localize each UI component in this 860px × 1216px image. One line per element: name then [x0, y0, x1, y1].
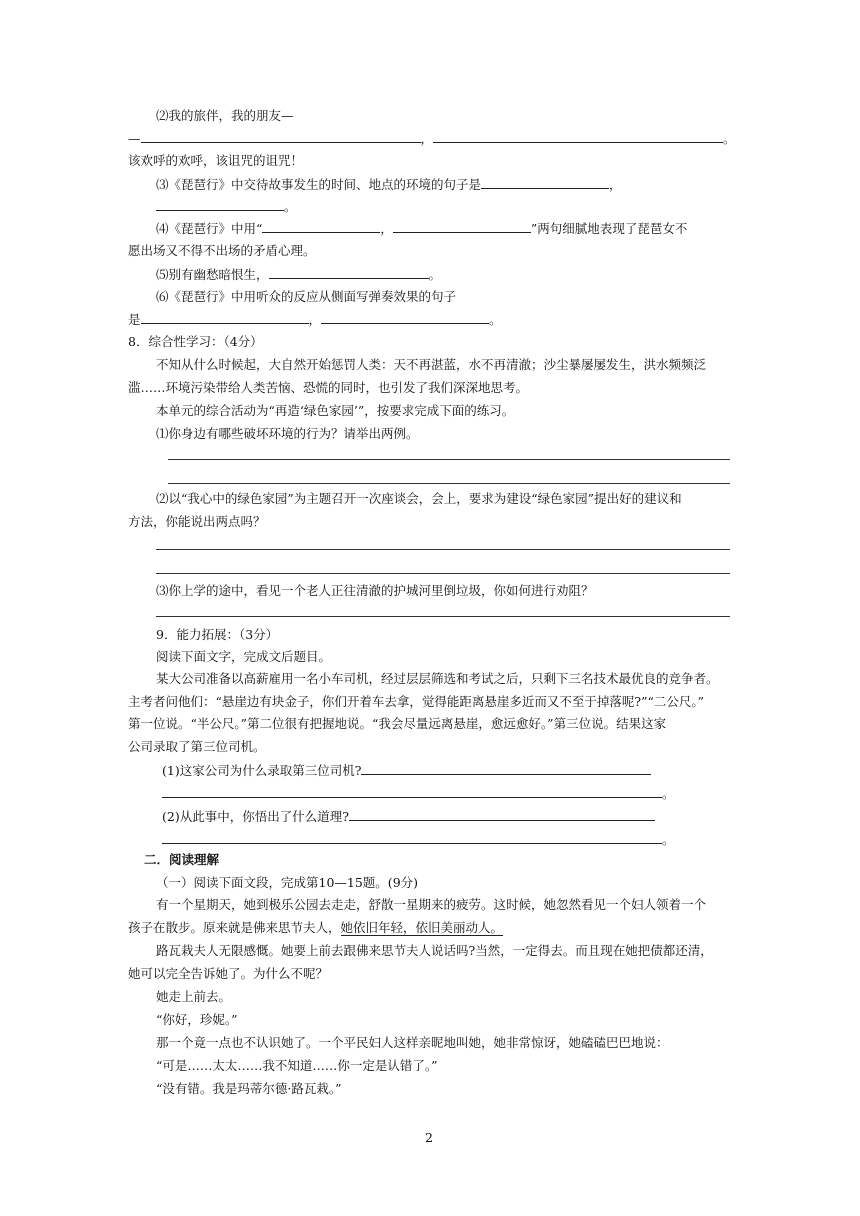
q8-para2: 本单元的综合活动为“再造‘绿色家园’”，按要求完成下面的练习。	[156, 403, 515, 418]
q7-item2-tail: 该欢呼的欢呼，该诅咒的诅咒！	[128, 153, 304, 168]
section2-heading: 二．阅读理解	[144, 852, 220, 867]
answer-blank[interactable]	[156, 198, 284, 211]
q8-heading: 8．综合性学习：（4分）	[128, 334, 263, 349]
q9-p-line2: 主考者问他们：“悬崖边有块金子，你们开着车去拿，觉得能距离悬崖多近而又不至于掉落呢?”“二公尺。”	[128, 694, 705, 709]
q9-heading: 9．能力拓展：（3分）	[156, 627, 279, 642]
answer-blank[interactable]	[141, 311, 309, 324]
s2-p5: 那一个竟一点也不认识她了。一个平民妇人这样亲昵地叫她，她非常惊讶，她磕磕巴巴地说：	[156, 1035, 669, 1050]
q7-item5: ⑸别有幽愁暗恨生， 。	[156, 267, 442, 282]
q9-sub2-line2: 。	[162, 831, 675, 848]
s2-p7: “没有错。我是玛蒂尔德·路瓦栽。”	[156, 1081, 342, 1096]
q8-sub3: ⑶你上学的途中，看见一个老人正往清澈的护城河里倒垃圾，你如何进行劝阻？	[156, 583, 594, 598]
q9-sub2: (2)从此事中，你悟出了什么道理?	[162, 808, 655, 825]
answer-line[interactable]	[156, 549, 730, 550]
answer-blank[interactable]	[162, 785, 662, 798]
answer-line[interactable]	[156, 616, 730, 617]
answer-blank[interactable]	[141, 130, 421, 143]
s2-p4: “你好，珍妮。”	[156, 1012, 238, 1027]
q7-item3: ⑶《琵琶行》中交待故事发生的时间、地点的环境的句子是 ，	[156, 177, 622, 192]
q7-item2-line: — ， 。	[128, 131, 736, 146]
q7-item3-line2: 。	[156, 198, 297, 215]
answer-blank[interactable]	[349, 808, 655, 821]
q9-sub1: (1)这家公司为什么录取第三位司机?	[162, 762, 651, 779]
s2-p6: “可是……太太……我不知道……你一定是认错了。”	[156, 1058, 438, 1073]
section2-part1: （一）阅读下面文段，完成第10—15题。(9分)	[156, 875, 419, 890]
q9-instr: 阅读下面文字，完成文后题目。	[156, 649, 332, 664]
q7-item4: ⑷《琵琶行》中用“ ， ”两句细腻地表现了琵琶女不	[156, 221, 688, 236]
q7-item6-line2: 是 ， 。	[128, 312, 502, 327]
q8-sub2-line2: 方法，你能说出两点吗？	[128, 514, 266, 529]
answer-blank[interactable]	[361, 762, 651, 775]
s2-p1-line1: 有一个星期天，她到极乐公园去走走，舒散一星期来的疲劳。这时候，她忽然看见一个妇人领着一个	[156, 897, 707, 912]
q8-para1-line1: 不知从什么时候起，大自然开始惩罚人类：天不再湛蓝，水不再清澈；沙尘暴屡屡发生，洪水频频泛	[156, 357, 707, 372]
answer-blank[interactable]	[433, 130, 723, 143]
s2-p1-line2: 孩子在散步。原来就是佛来思节夫人，她依旧年轻，依旧美丽动人。	[128, 920, 504, 935]
q9-sub1-line2: 。	[162, 785, 675, 802]
q8-sub2-line1: ⑵以“我心中的绿色家园”为主题召开一次座谈会，会上，要求为建设“绿色家园”提出好的建议和	[156, 491, 682, 506]
q7-item4-line2: 愿出场又不得不出场的矛盾心理。	[128, 243, 316, 258]
s2-p2-line1: 路瓦栽夫人无限感慨。她要上前去跟佛来思节夫人说话吗?当然，一定得去。而且现在她把债都还清，	[156, 943, 713, 958]
answer-blank[interactable]	[393, 220, 531, 233]
answer-line[interactable]	[168, 483, 730, 484]
q8-sub1: ⑴你身边有哪些破坏环境的行为？请举出两例。	[156, 426, 419, 441]
q7-item6: ⑹《琵琶行》中用听众的反应从侧面写弹奏效果的句子	[156, 289, 457, 304]
answer-blank[interactable]	[269, 266, 429, 279]
answer-blank[interactable]	[321, 311, 489, 324]
underlined-sentence: 她依旧年轻，依旧美丽动人。	[340, 920, 504, 935]
q8-para1-line2: 滥……环境污染带给人类苦恼、恐慌的同时，也引发了我们深深地思考。	[128, 380, 529, 395]
answer-blank[interactable]	[262, 220, 380, 233]
q9-p-line1: 某大公司准备以高薪雇用一名小车司机，经过层层筛选和考试之后，只剩下三名技术最优良的竞争者。	[156, 671, 719, 686]
q9-p-line4: 公司录取了第三位司机。	[128, 739, 266, 754]
answer-blank[interactable]	[162, 831, 662, 844]
answer-line[interactable]	[156, 573, 730, 574]
answer-blank[interactable]	[481, 176, 609, 189]
page-number: 2	[425, 1130, 433, 1145]
answer-line[interactable]	[168, 459, 730, 460]
s2-p2-line2: 她可以完全告诉她了。为什么不呢？	[128, 966, 329, 981]
s2-p3: 她走上前去。	[156, 989, 232, 1004]
q7-item2-lead: ⑵我的旅伴，我的朋友—	[156, 108, 294, 123]
q9-p-line3: 第一位说。“半公尺。”第二位很有把握地说。“我会尽量远离悬崖，愈远愈好。”第三位说。结果这家	[128, 716, 667, 731]
